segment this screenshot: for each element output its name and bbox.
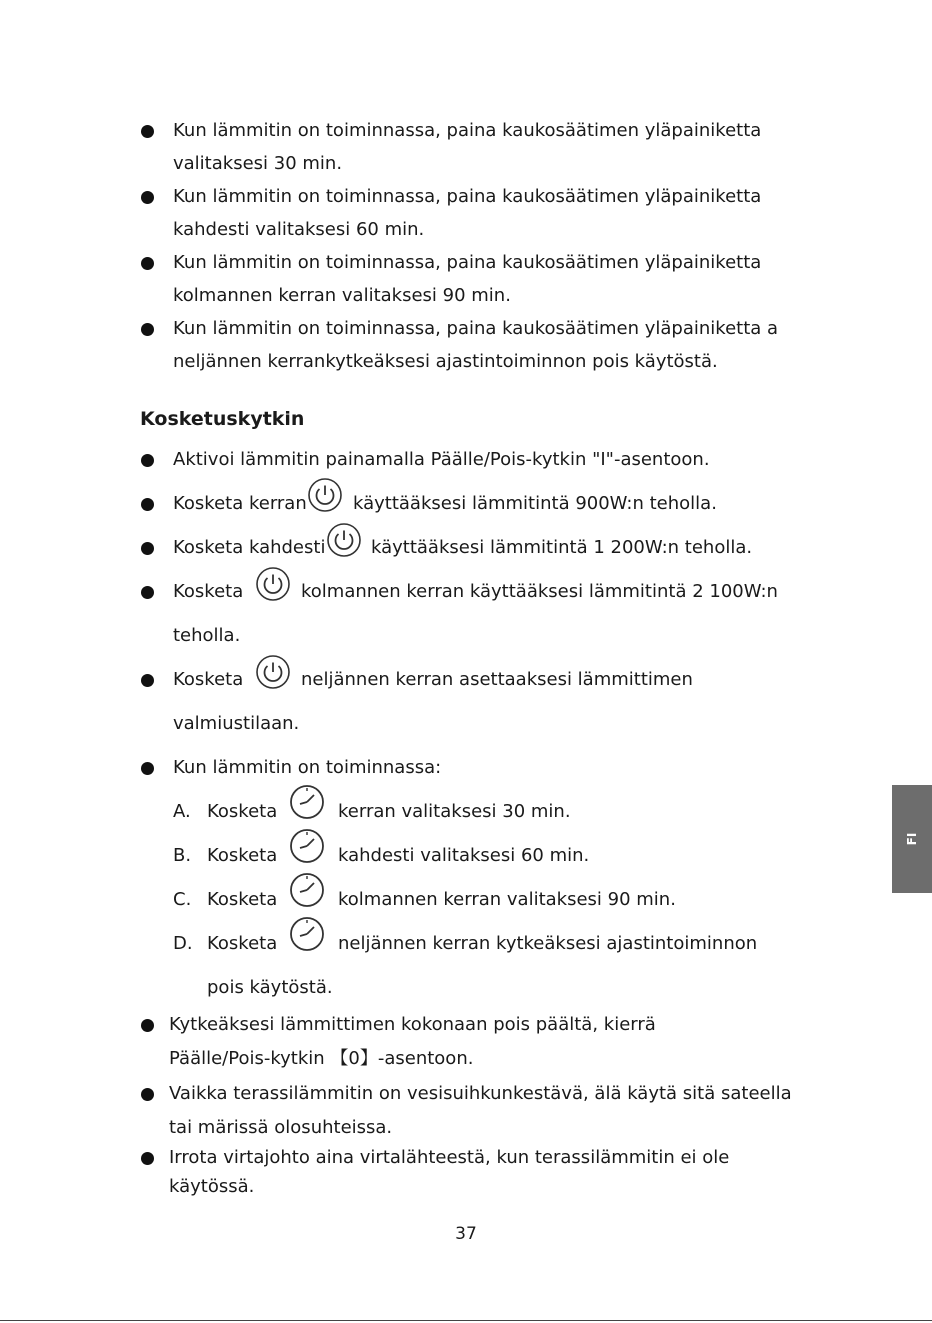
touch-third-cont: teholla. [173,625,241,646]
power-icon [326,522,362,558]
page-number: 37 [455,1224,477,1244]
bullet-dot [141,191,154,204]
running-text: Kun lämmitin on toiminnassa: [173,757,442,778]
bullet-dot [141,1019,154,1032]
bullet-text: valitaksesi 30 min. [173,153,343,174]
step-word: Kosketa [207,933,278,954]
bullet-text: kahdesti valitaksesi 60 min. [173,219,425,240]
step-text: kolmannen kerran valitaksesi 90 min. [338,889,676,910]
power-icon [255,566,291,602]
bullet-dot [141,586,154,599]
bullet-dot [141,125,154,138]
touch-fourth-cont: valmiustilaan. [173,713,300,734]
bullet-dot [141,454,154,467]
touch-third-text: Kosketa [173,581,244,602]
activate-text: Aktivoi lämmitin painamalla Päälle/Pois-kytkin "I"-asentoon. [173,449,710,470]
bullet-text: Kun lämmitin on toiminnassa, paina kaukosäätimen yläpainiketta [173,120,762,141]
power-icon [255,654,291,690]
bullet-text: Irrota virtajohto aina virtalähteestä, kun terassilämmitin ei ole [169,1147,730,1168]
bullet-dot [141,1152,154,1165]
step-text-cont: pois käytöstä. [207,977,333,998]
bottom-rule [0,1320,932,1321]
touch-once-result: käyttääksesi lämmitintä 900W:n teholla. [353,493,717,514]
bullet-text: käytössä. [169,1176,255,1197]
step-word: Kosketa [207,889,278,910]
bullet-dot [141,498,154,511]
touch-fourth-result: neljännen kerran asettaaksesi lämmittimen [301,669,693,690]
language-tab [892,785,932,893]
step-word: Kosketa [207,801,278,822]
step-letter: D. [173,933,193,954]
bullet-dot [141,323,154,336]
step-letter: A. [173,801,191,822]
bullet-dot [141,674,154,687]
clock-icon [289,828,325,864]
section-title: Kosketuskytkin [140,408,305,430]
clock-icon [289,872,325,908]
step-letter: B. [173,845,192,866]
touch-twice-result: käyttääksesi lämmitintä 1 200W:n teholla. [371,537,753,558]
clock-icon [289,916,325,952]
bullet-text: kolmannen kerran valitaksesi 90 min. [173,285,511,306]
bullet-dot [141,257,154,270]
touch-third-result: kolmannen kerran käyttääksesi lämmitintä 2 100W:n [301,581,778,602]
touch-once-text: Kosketa kerran [173,493,307,514]
bullet-text: Kytkeäksesi lämmittimen kokonaan pois päältä, kierrä [169,1014,656,1035]
step-text: kerran valitaksesi 30 min. [338,801,571,822]
bullet-text: neljännen kerrankytkeäksesi ajastintoiminnon pois käytöstä. [173,351,718,372]
language-tab-label: FI [905,832,919,846]
bullet-dot [141,542,154,555]
clock-icon [289,784,325,820]
bullet-text: Kun lämmitin on toiminnassa, paina kaukosäätimen yläpainiketta [173,186,762,207]
bullet-text: Kun lämmitin on toiminnassa, paina kaukosäätimen yläpainiketta [173,252,762,273]
touch-fourth-text: Kosketa [173,669,244,690]
power-icon [307,477,343,513]
bullet-text: Vaikka terassilämmitin on vesisuihkunkestävä, älä käytä sitä sateella [169,1083,792,1104]
step-letter: C. [173,889,192,910]
step-text: kahdesti valitaksesi 60 min. [338,845,590,866]
bullet-dot [141,762,154,775]
bullet-text: tai märissä olosuhteissa. [169,1117,393,1138]
bullet-text: Päälle/Pois-kytkin 【0】-asentoon. [169,1048,474,1069]
touch-twice-text: Kosketa kahdesti [173,537,326,558]
bullet-dot [141,1088,154,1101]
step-word: Kosketa [207,845,278,866]
step-text: neljännen kerran kytkeäksesi ajastintoiminnon [338,933,758,954]
bullet-text: Kun lämmitin on toiminnassa, paina kaukosäätimen yläpainiketta a [173,318,779,339]
